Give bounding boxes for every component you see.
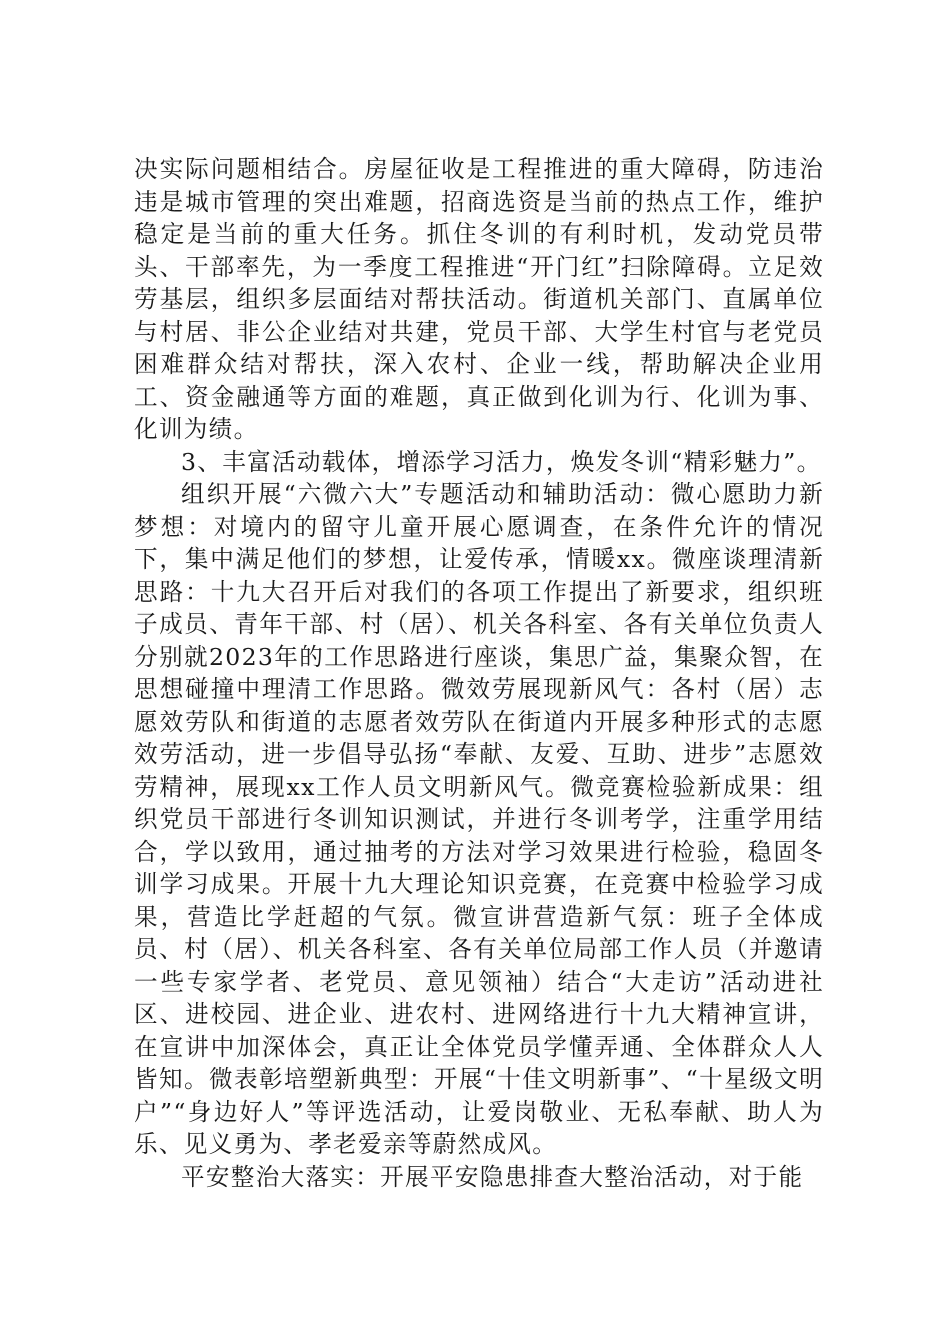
paragraph-activities: 组织开展“六微六大”专题活动和辅助活动：微心愿助力新梦想：对境内的留守儿童开展心愿调查，在条件允许的情况下，集中满足他们的梦想，让爱传承，情暖xx。微座谈理清新思路：十九大召开后对我们的各项工作提出了新要求，组织班子成员、青年干部、村（居）、机关各科室、各有关单位负责人分别就2023年的工作思路进行座谈，集思广益，集聚众智，在思想碰撞中理清工作思路。微效劳展现新风气：各村（居）志愿效劳队和街道的志愿者效劳队在街道内开展多种形式的志愿效劳活动，进一步倡导弘扬“奉献、友爱、互助、进步”志愿效劳精神，展现xx工作人员文明新风气。微竞赛检验新成果：组织党员干部进行冬训知识测试，并进行冬训考学，注重学用结合，学以致用，通过抽考的方法对学习效果进行检验，稳固冬训学习成果。开展十九大理论知识竞赛，在竞赛中检验学习成果，营造比学赶超的气氛。微宣讲营造新气氛：班子全体成员、村（居）、机关各科室、各有关单位局部工作人员（并邀请一些专家学者、老党员、意见领袖）结合“大走访”活动进社区、进校园、进企业、进农村、进网络进行十九大精神宣讲，在宣讲中加深体会，真正让全体党员学懂弄通、全体群众人人皆知。微表彰培塑新典型：开展“十佳文明新事”、“十星级文明户”“身边好人”等评选活动，让爱岗敬业、无私奉献、助人为乐、见义勇为、孝老爱亲等蔚然成风。 (134, 480, 824, 1158)
paragraph-section-heading: 3、丰富活动载体，增添学习活力，焕发冬训“精彩魅力”。 (181, 447, 822, 476)
paragraph-safety: 平安整治大落实：开展平安隐患排查大整治活动，对于能 (181, 1162, 804, 1191)
document-page (134, 153, 824, 1193)
paragraph-continuation: 决实际问题相结合。房屋征收是工程推进的重大障碍，防违治违是城市管理的突出难题，招商选资是当前的热点工作，维护稳定是当前的重大任务。抓住冬训的有利时机，发动党员带头、干部率先，为一季度工程推进“开门红”扫除障碍。立足效劳基层，组织多层面结对帮扶活动。街道机关部门、直属单位与村居、非公企业结对共建，党员干部、大学生村官与老党员困难群众结对帮扶，深入农村、企业一线，帮助解决企业用工、资金融通等方面的难题，真正做到化训为行、化训为事、化训为绩。 (134, 155, 824, 443)
